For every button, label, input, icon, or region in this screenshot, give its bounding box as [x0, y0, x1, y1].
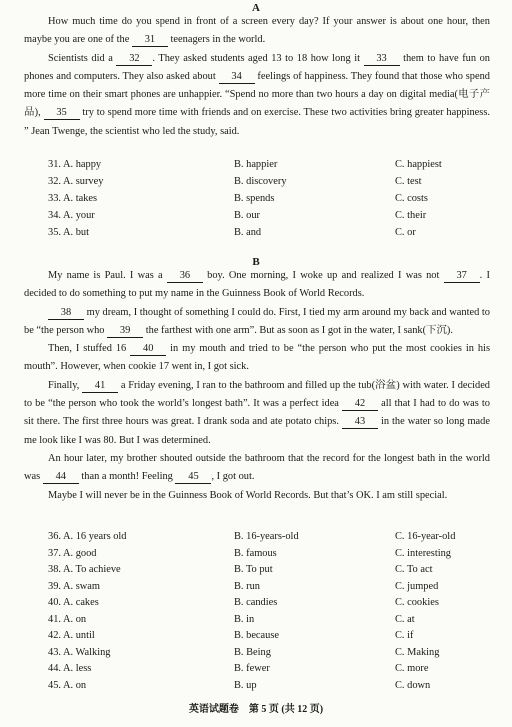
option-row: 32. A. survey B. discovery C. test — [48, 176, 422, 187]
option-row: 35. A. but B. and C. or — [48, 227, 416, 238]
option-row: 36. A. 16 years old B. 16-years-old C. 16-year-old — [48, 531, 456, 542]
blank-43: 43 — [342, 416, 378, 429]
passage-b-paragraph-2: 38 my dream, I thought of something I could do. First, I tied my arm around my back and wanted to be “the person who 39 the farthest with one arm”. But as soon as I got in the water, I sank(下沉). — [24, 306, 490, 336]
option-row: 33. A. takes B. spends C. costs — [48, 193, 428, 204]
blank-31: 31 — [132, 34, 168, 47]
option-row: 39. A. swam B. run C. jumped — [48, 580, 439, 592]
passage-a — [24, 13, 490, 141]
option-row: 37. A. good B. famous C. interesting — [48, 547, 451, 559]
blank-37: 37 — [444, 270, 480, 283]
page-footer: 英语试题卷 第 5 页 (共 12 页) — [188, 704, 324, 715]
option-row: 34. A. your B. our C. their — [48, 210, 427, 221]
option-row: 31. A. happy B. happier C. happiest — [48, 159, 442, 170]
passage-b-paragraph-4: Finally, 41 a Friday evening, I ran to the bathroom and filled up the tub(浴盆) with water. I decided to be “the person who took the world’s longest bath”. It was a perfect idea 42 all that I had to do was to sit there. The first three hours was great. I drank soda and ate potato chips. 43 in the water so long made me look like I was 80. But I was determined. — [24, 379, 490, 446]
option-row: 43. A. Walking B. Being C. Making — [48, 646, 440, 658]
blank-41: 41 — [82, 380, 118, 393]
passage-a-paragraph-1: How much time do you spend in front of a screen every day? If your answer is about one hour, then maybe you are one of the 31 teenagers in the world. — [24, 16, 490, 46]
section-label-a: A — [252, 2, 260, 14]
option-row: 44. A. less B. fewer C. more — [48, 663, 429, 674]
blank-39: 39 — [107, 325, 143, 338]
passage-b — [24, 267, 490, 505]
passage-b-paragraph-1: My name is Paul. I was a 36 boy. One morning, I woke up and realized I was not 37 . I decided to do something to put my name in the Guinness Book of World Records. — [24, 270, 490, 300]
blank-35: 35 — [44, 107, 80, 120]
blank-38: 38 — [48, 307, 84, 320]
blank-40: 40 — [130, 343, 166, 356]
option-row: 41. A. on B. in C. at — [48, 613, 415, 625]
blank-45: 45 — [175, 471, 211, 484]
passage-b-paragraph-5: An hour later, my brother shouted outside the bathroom that the record for the longest bath in the world was 44 than a month! Feeling 45 , I got out. — [24, 452, 490, 483]
section-label-b: B — [252, 256, 260, 268]
blank-44: 44 — [43, 471, 79, 484]
passage-b-paragraph-6: Maybe I will never be in the Guinness Book of World Records. But that’s OK. I am still special. — [48, 489, 448, 501]
blank-42: 42 — [342, 398, 378, 411]
passage-a-paragraph-2: Scientists did a 32 . They asked students aged 13 to 18 how long it 33 them to have fun on phones and computers. They also asked about 34 feelings of happiness. They found that those who spend more time on their smart phones are unhappier. “Spend no more than two hours a day on digital media(电子产品), 35 try to spend more time with friends and on exercise. These two activities bring greater happiness. ” Jean Twenge, the scientist who led the study, said. — [24, 52, 491, 137]
blank-32: 32 — [116, 53, 152, 66]
blank-33: 33 — [364, 53, 400, 66]
blank-36: 36 — [167, 270, 203, 283]
passage-b-paragraph-3: Then, I stuffed 16 40 in my mouth and tried to be “the person who put the most cookies in his mouth”. However, when cookie 17 went in, I got sick. — [24, 343, 490, 373]
option-row: 38. A. To achieve B. To put C. To act — [48, 564, 433, 575]
option-row: 42. A. until B. because C. if — [48, 630, 414, 641]
option-row: 45. A. on B. up C. down — [48, 679, 431, 691]
blank-34: 34 — [219, 71, 255, 84]
option-row: 40. A. cakes B. candies C. cookies — [48, 597, 439, 608]
